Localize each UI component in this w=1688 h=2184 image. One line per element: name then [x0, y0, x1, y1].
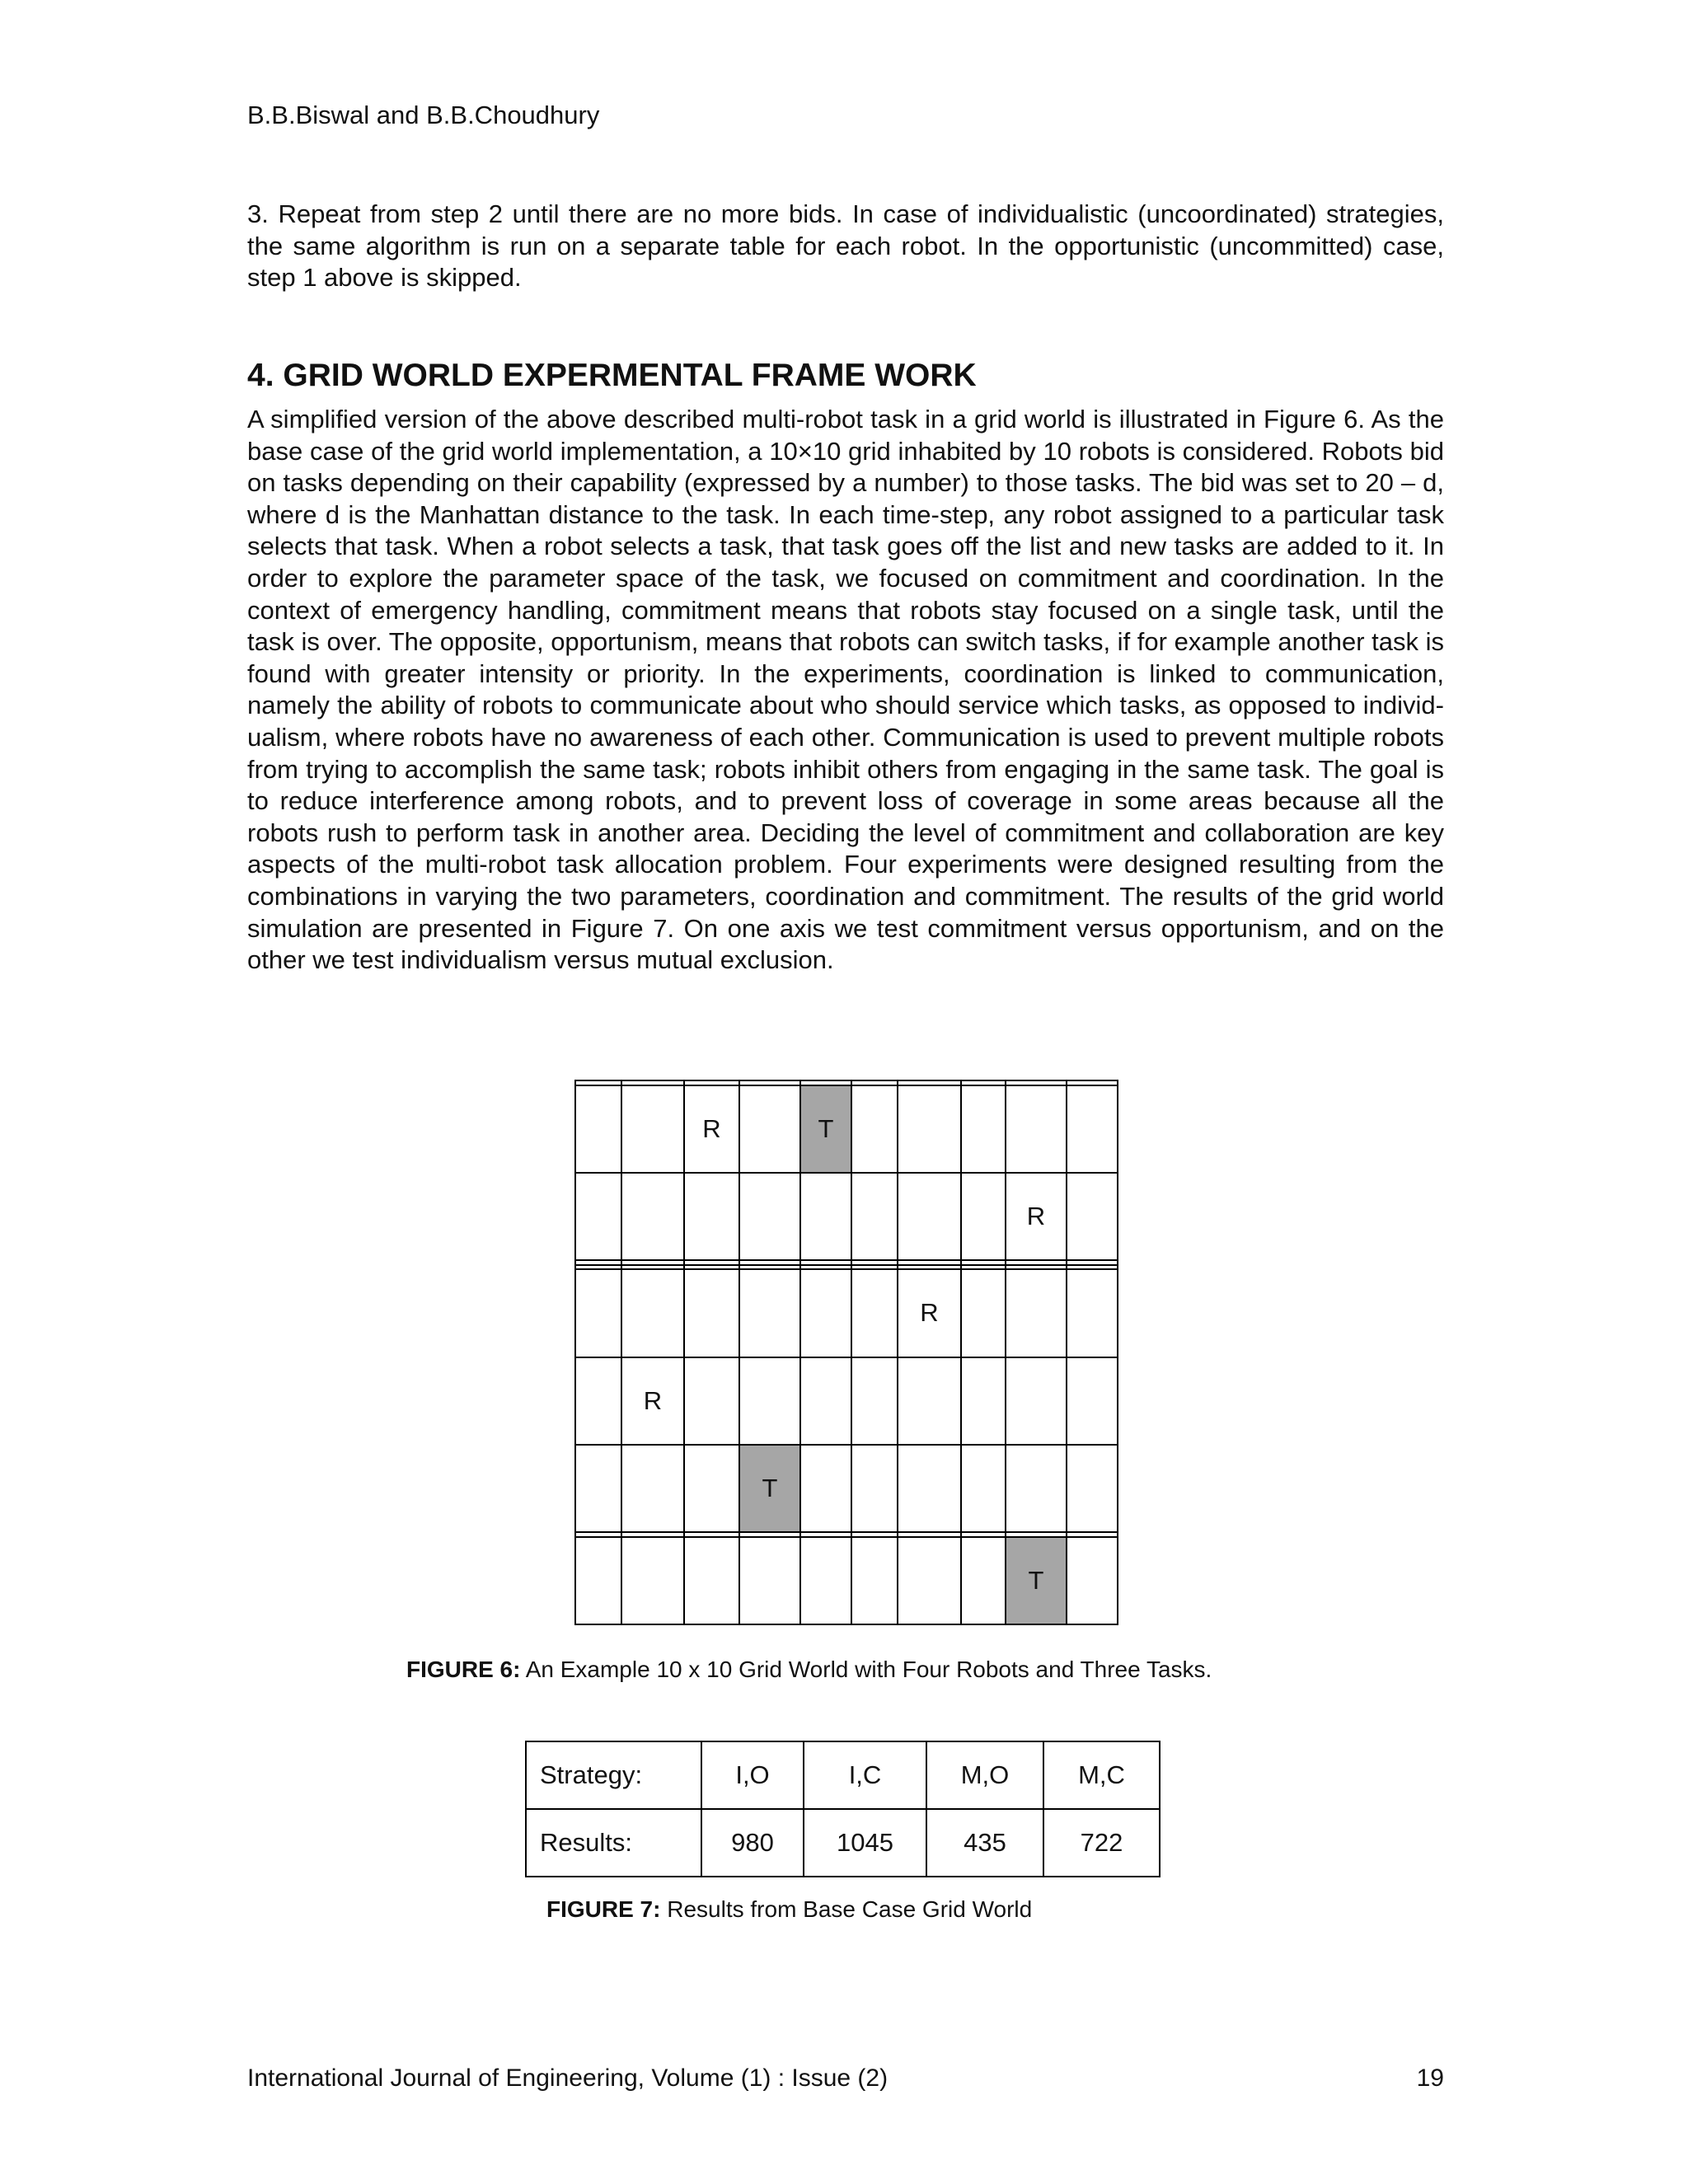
grid-cell: [1006, 1445, 1067, 1532]
figure-7-caption-text: Results from Base Case Grid World: [660, 1896, 1033, 1922]
results-cell: 1045: [804, 1809, 926, 1877]
grid-cell: [851, 1085, 898, 1173]
grid-cell-robot: R: [684, 1085, 739, 1173]
grid-cell: [898, 1085, 961, 1173]
grid-cell: [961, 1085, 1006, 1173]
grid-cell: [851, 1269, 898, 1357]
grid-cell: [1067, 1445, 1118, 1532]
results-cell: M,C: [1043, 1741, 1160, 1809]
grid-cell: [1067, 1269, 1118, 1357]
grid-cell: [1006, 1085, 1067, 1173]
grid-cell-robot: R: [621, 1357, 684, 1445]
grid-cell: [621, 1173, 684, 1260]
results-row-label: Results:: [526, 1809, 701, 1877]
grid-cell-robot: R: [1006, 1173, 1067, 1260]
grid-cell: [575, 1173, 621, 1260]
figure-6-caption: [406, 1655, 1212, 1685]
grid-cell: [961, 1537, 1006, 1624]
grid-cell: [684, 1173, 739, 1260]
grid-cell: [575, 1445, 621, 1532]
figure-6-caption-text: An Example 10 x 10 Grid World with Four Robots and Three Tasks.: [520, 1657, 1212, 1682]
grid-cell: [800, 1537, 851, 1624]
results-strategy-row: [526, 1741, 1160, 1809]
grid-cell: [575, 1085, 621, 1173]
grid-cell: [1006, 1269, 1067, 1357]
footer-page-number: 19: [1416, 2064, 1444, 2092]
running-head: B.B.Biswal and B.B.Choudhury: [247, 101, 600, 129]
grid-cell: [684, 1445, 739, 1532]
grid-cell: [1006, 1357, 1067, 1445]
grid-cell-task: T: [800, 1085, 851, 1173]
footer-journal: International Journal of Engineering, Volume (1) : Issue (2): [247, 2064, 889, 2092]
figure-6-label: FIGURE 6:: [406, 1657, 521, 1682]
paragraph-step-3: 3. Repeat from step 2 until there are no more bids. In case of individualistic (uncoordinated) strategies, the same algorithm is run on a separate table for each robot. In the opportunistic (uncommitted) case, step 1 above is skipped.: [247, 199, 1444, 293]
grid-world-figure: [574, 1080, 1117, 1625]
grid-cell: [961, 1269, 1006, 1357]
grid-cell: [739, 1085, 800, 1173]
grid-cell: [961, 1173, 1006, 1260]
grid-row: [575, 1269, 1118, 1357]
results-table: [525, 1741, 1160, 1877]
grid-cell: [851, 1445, 898, 1532]
grid-cell: [961, 1445, 1006, 1532]
figure-7-label: FIGURE 7:: [546, 1896, 661, 1922]
grid-cell: [684, 1357, 739, 1445]
section-heading: 4. GRID WORLD EXPERMENTAL FRAME WORK: [247, 358, 977, 393]
grid-cell: [800, 1445, 851, 1532]
grid-cell: [898, 1537, 961, 1624]
grid-cell: [1067, 1085, 1118, 1173]
results-figure: [525, 1741, 1160, 1877]
grid-cell: [739, 1357, 800, 1445]
grid-row: [575, 1445, 1118, 1532]
grid-row: [575, 1173, 1118, 1260]
grid-cell: [575, 1269, 621, 1357]
results-cell: I,O: [701, 1741, 804, 1809]
results-cell: I,C: [804, 1741, 926, 1809]
paragraph-grid-world: A simplified version of the above described multi-robot task in a grid world is illustrated in Figure 6. As the base case of the grid world implementation, a 10×10 grid inhabited by 10 robots is considered. Robots bid on tasks depending on their capability (expressed by a number) to those tasks. The bid was set to 20 – d, where d is the Manhattan distance to the task. In each time-step, any robot assigned to a particular task selects that task. When a robot selects a task, that task goes off the list and new tasks are added to it. In order to explore the parameter space of the task, we focused on commitment and coordination. In the context of emergency handling, commitment means that robots stay focused on a single task, until the task is over. The opposite, opportunism, means that robots can switch tasks, if for example another task is found with greater intensity or priority. In the experiments, coordination is linked to communication, namely the ability of robots to communicate about who should service which tasks, as opposed to individ-ualism, where robots have no awareness of each other. Communication is used to prevent multiple robots from trying to accomplish the same task; robots inhibit others from engaging in the same task. The goal is to reduce interference among robots, and to prevent loss of coverage in some areas because all the robots rush to perform task in another area. Deciding the level of commitment and collaboration are key aspects of the multi-robot task allocation problem. Four experiments were designed resulting from the combinations in varying the two parameters, coordination and commitment. The results of the grid world simulation are presented in Figure 7. On one axis we test commitment versus opportunism, and on the other we test individualism versus mutual exclusion.: [247, 405, 1444, 975]
grid-cell: [800, 1173, 851, 1260]
results-cell: 722: [1043, 1809, 1160, 1877]
grid-cell: [898, 1445, 961, 1532]
grid-cell: [739, 1173, 800, 1260]
grid-cell: [800, 1357, 851, 1445]
grid-cell: [621, 1085, 684, 1173]
grid-cell: [1067, 1537, 1118, 1624]
grid-row: [575, 1357, 1118, 1445]
grid-cell: [851, 1357, 898, 1445]
grid-row: [575, 1537, 1118, 1624]
grid-row: [575, 1085, 1118, 1173]
grid-cell-task: T: [1006, 1537, 1067, 1624]
results-cell: 435: [926, 1809, 1043, 1877]
grid-cell: [898, 1173, 961, 1260]
results-row-label: Strategy:: [526, 1741, 701, 1809]
grid-cell: [1067, 1173, 1118, 1260]
grid-cell: [851, 1173, 898, 1260]
grid-cell: [621, 1445, 684, 1532]
grid-cell: [684, 1269, 739, 1357]
grid-cell: [1067, 1357, 1118, 1445]
results-cell: 980: [701, 1809, 804, 1877]
grid-cell: [851, 1537, 898, 1624]
grid-cell-task: T: [739, 1445, 800, 1532]
results-values-row: [526, 1809, 1160, 1877]
grid-world-table: [574, 1080, 1118, 1625]
grid-cell: [621, 1269, 684, 1357]
grid-cell: [739, 1537, 800, 1624]
grid-cell: [575, 1537, 621, 1624]
grid-cell: [898, 1357, 961, 1445]
grid-cell: [800, 1269, 851, 1357]
grid-cell: [961, 1357, 1006, 1445]
grid-cell: [684, 1537, 739, 1624]
grid-cell-robot: R: [898, 1269, 961, 1357]
grid-cell: [575, 1357, 621, 1445]
results-cell: M,O: [926, 1741, 1043, 1809]
grid-cell: [739, 1269, 800, 1357]
grid-cell: [621, 1537, 684, 1624]
figure-7-caption: [546, 1895, 1032, 1924]
